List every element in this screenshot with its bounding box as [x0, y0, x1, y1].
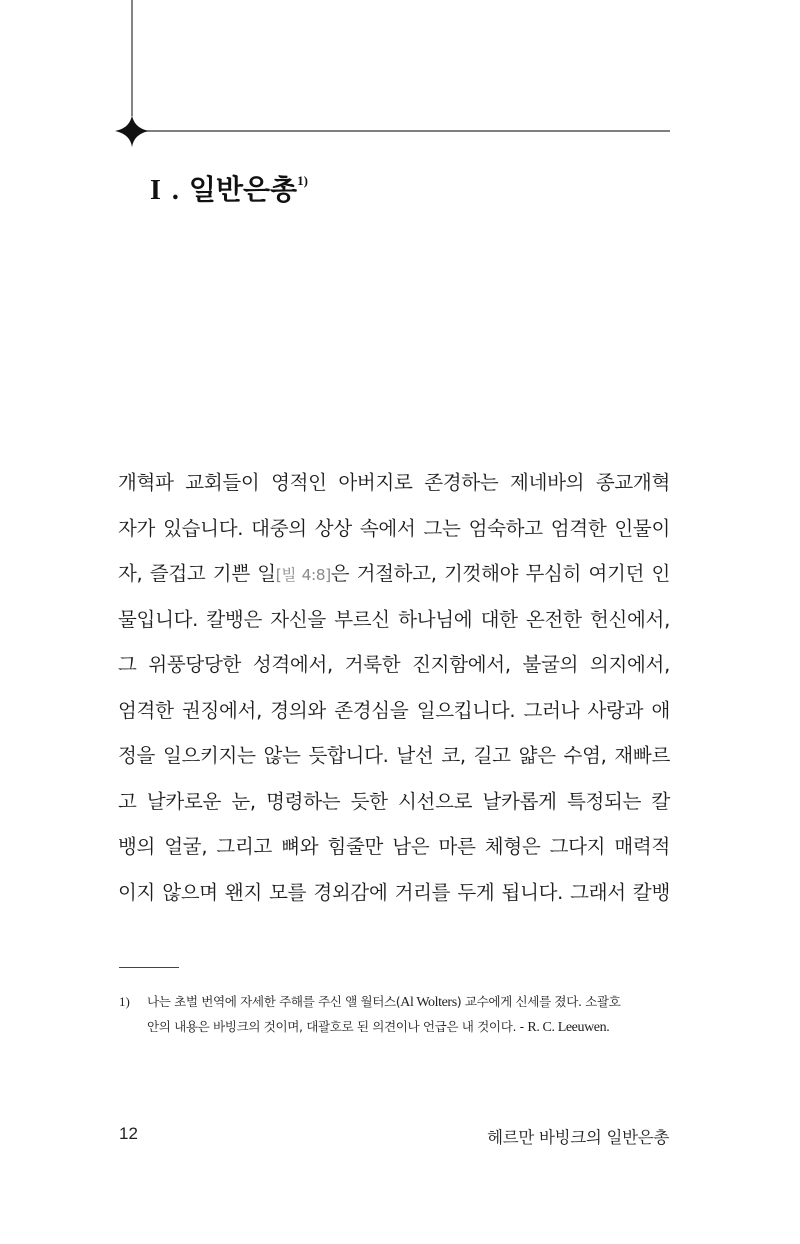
- footnote-text-part: 나는 초벌 번역에 자세한 주해를 주신 앨 월터스(: [147, 994, 401, 1009]
- footnote: [119, 990, 679, 1040]
- footnote-line: [119, 1015, 679, 1040]
- body-line: 그 위풍당당한 성격에서, 거룩한 진지함에서, 불굴의 의지에서,: [118, 653, 670, 676]
- scripture-reference: [빌 4:8]: [275, 566, 331, 584]
- footnote-mark: 1): [119, 994, 130, 1009]
- chapter-number: I .: [150, 175, 181, 206]
- footnote-text-part: ) 교수에게 신세를 졌다. 소괄호: [456, 994, 621, 1009]
- footnote-line: [119, 990, 679, 1015]
- footnote-latin-name: Al Wolters: [400, 995, 457, 1010]
- footnote-divider: [119, 967, 179, 968]
- body-line: 개혁파 교회들이 영적인 아버지로 존경하는 제네바의 종교개혁: [118, 471, 670, 494]
- body-line: 자가 있습니다. 대중의 상상 속에서 그는 엄숙하고 엄격한 인물이: [118, 516, 670, 540]
- body-line-after-ref: 은 거절하고, 기껏해야 무심히 여기던 인: [330, 562, 671, 585]
- footnote-ref-1[interactable]: 1): [297, 172, 308, 188]
- body-line: 엄격한 권징에서, 경의와 존경심을 일으킵니다. 그러나 사랑과 애: [118, 698, 670, 722]
- body-line: 물입니다. 칼뱅은 자신을 부르신 하나님에 대한 온전한 헌신에서,: [118, 607, 670, 631]
- body-line-before-ref: 자, 즐겁고 기쁜 일: [118, 562, 276, 585]
- chapter-title: [150, 168, 308, 208]
- four-point-star-icon: [115, 115, 149, 147]
- footnote-text: [147, 1019, 609, 1034]
- footnote-latin-name: R. C. Leeuwen.: [527, 1020, 610, 1035]
- page-number: 12: [119, 1124, 138, 1143]
- chapter-ornament: [0, 0, 800, 160]
- body-line: 정을 일으키지는 않는 듯합니다. 날선 코, 길고 얇은 수염, 재빠르: [118, 744, 670, 767]
- body-line: 고 날카로운 눈, 명령하는 듯한 시선으로 날카롭게 특정되는 칼: [118, 789, 670, 813]
- footnote-text: [147, 994, 620, 1009]
- body-text: [118, 460, 670, 915]
- body-line: [118, 551, 670, 597]
- chapter-title-text: 일반은총: [188, 173, 298, 206]
- running-head: 헤르만 바빙크의 일반은총: [487, 1128, 669, 1147]
- body-line: 뱅의 얼굴, 그리고 뼈와 힘줄만 남은 마른 체형은 그다지 매력적: [118, 835, 670, 858]
- footnote-text-part: 안의 내용은 바빙크의 것이며, 대괄호로 된 의견이나 언급은 내 것이다. -: [147, 1019, 528, 1034]
- body-line: 이지 않으며 왠지 모를 경외감에 거리를 두게 됩니다. 그래서 칼뱅: [118, 880, 670, 904]
